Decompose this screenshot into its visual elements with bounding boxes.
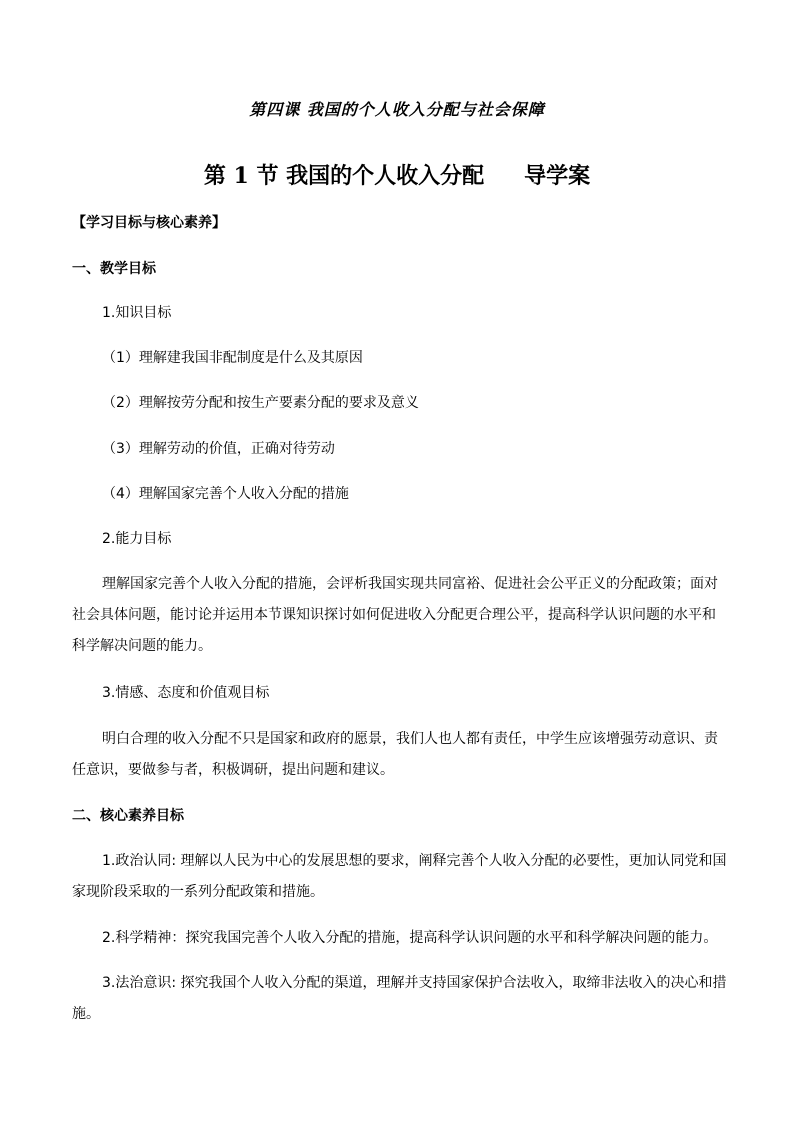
knowledge-item: （1）理解建我国非配制度是什么及其原因	[102, 350, 363, 366]
core-item-law: 3.法治意识: 探究我国个人收入分配的渠道，理解并支持国家保护合法收入，取缔非法收入的决心和措	[102, 975, 727, 991]
ability-text: 理解国家完善个人收入分配的措施，会评析我国实现共同富裕、促进社会公平正义的分配政策；面对	[102, 576, 718, 592]
ability-text: 科学解决问题的能力。	[72, 638, 212, 654]
teaching-goals-heading: 一、教学目标	[72, 261, 156, 277]
ability-heading: 2.能力目标	[102, 531, 172, 547]
values-text: 明白合理的收入分配不只是国家和政府的愿景，我们人也人都有责任，中学生应该增强劳动意识、责	[102, 731, 718, 747]
core-item-law: 施。	[72, 1006, 100, 1022]
lesson-title-main: 第 1 节 我国的个人收入分配	[203, 163, 485, 189]
ability-text: 社会具体问题，能讨论并运用本节课知识探讨如何促进收入分配更合理公平，提高科学认识问题的水平和	[72, 607, 716, 623]
core-item-political: 1.政治认同: 理解以人民为中心的发展思想的要求，阐释完善个人收入分配的必要性，更加认同党和国	[102, 853, 727, 869]
core-item-political: 家现阶段采取的一系列分配政策和措施。	[72, 884, 324, 900]
knowledge-item: （4）理解国家完善个人收入分配的措施	[102, 486, 349, 502]
core-item-science: 2.科学精神：探究我国完善个人收入分配的措施，提高科学认识问题的水平和科学解决问题的能力。	[102, 930, 718, 946]
knowledge-item: （2）理解按劳分配和按生产要素分配的要求及意义	[102, 395, 419, 411]
core-heading: 二、核心素养目标	[72, 808, 184, 824]
knowledge-item: （3）理解劳动的价值，正确对待劳动	[102, 441, 335, 457]
lesson-title-suffix: 导学案	[524, 163, 591, 189]
goals-heading: 【学习目标与核心素养】	[72, 215, 226, 231]
knowledge-heading: 1.知识目标	[102, 305, 172, 321]
lesson-title	[0, 159, 794, 190]
chapter-title: 第四课 我国的个人收入分配与社会保障	[249, 100, 545, 119]
values-heading: 3.情感、态度和价值观目标	[102, 685, 270, 701]
values-text: 任意识，要做参与者，积极调研，提出问题和建议。	[72, 762, 394, 778]
